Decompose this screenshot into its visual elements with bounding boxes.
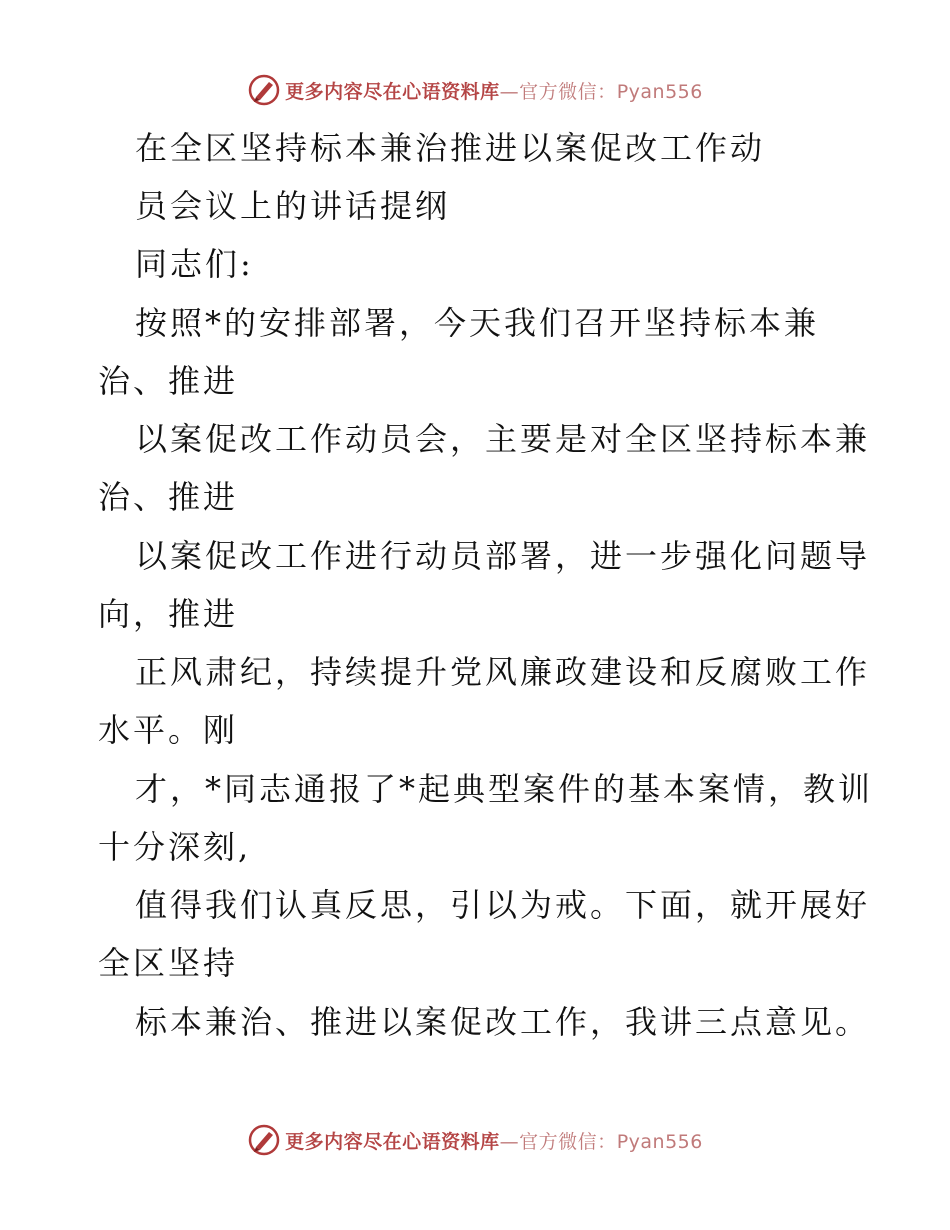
paragraph-line: 十分深刻, xyxy=(98,828,252,866)
paragraph-line: 全区坚持 xyxy=(98,944,239,982)
salutation: 同志们: xyxy=(135,245,254,283)
footer-wechat-id: Pyan556 xyxy=(616,1130,703,1153)
paragraph-line: 按照*的安排部署，今天我们召开坚持标本兼 xyxy=(135,304,820,342)
paragraph-line: 才，*同志通报了*起典型案件的基本案情，教训 xyxy=(135,770,874,808)
paragraph-line: 水平。刚 xyxy=(98,711,239,749)
paragraph-line: 标本兼治、推进以案促改工作，我讲三点意见。 xyxy=(135,1003,871,1041)
paragraph-line: 值得我们认真反思，引以为戒。下面，就开展好 xyxy=(135,886,871,924)
header-wechat-label: 官方微信： xyxy=(519,80,617,103)
header-site-text: 更多内容尽在心语资料库 xyxy=(285,80,500,103)
pen-logo-icon xyxy=(247,73,281,107)
footer-wechat-label: 官方微信： xyxy=(519,1130,617,1153)
footer-site-text: 更多内容尽在心语资料库 xyxy=(285,1130,500,1153)
paragraph-line: 治、推进 xyxy=(98,362,239,400)
title-line-2: 员会议上的讲话提纲 xyxy=(135,187,451,225)
footer-dash: — xyxy=(499,1130,520,1153)
header-banner xyxy=(0,70,950,110)
paragraph-line: 治、推进 xyxy=(98,478,239,516)
paragraph-line: 以案促改工作进行动员部署，进一步强化问题导 xyxy=(135,537,871,575)
title-line-1: 在全区坚持标本兼治推进以案促改工作动 xyxy=(135,129,766,167)
paragraph-line: 正风肃纪，持续提升党风廉政建设和反腐败工作 xyxy=(135,653,871,691)
footer-banner-text xyxy=(285,1127,703,1154)
header-dash: — xyxy=(499,80,520,103)
pen-logo-icon xyxy=(247,1123,281,1157)
footer-banner xyxy=(0,1120,950,1160)
paragraph-line: 以案促改工作动员会，主要是对全区坚持标本兼 xyxy=(135,420,871,458)
header-banner-text xyxy=(285,77,703,104)
header-wechat-id: Pyan556 xyxy=(616,80,703,103)
paragraph-line: 向，推进 xyxy=(98,595,239,633)
